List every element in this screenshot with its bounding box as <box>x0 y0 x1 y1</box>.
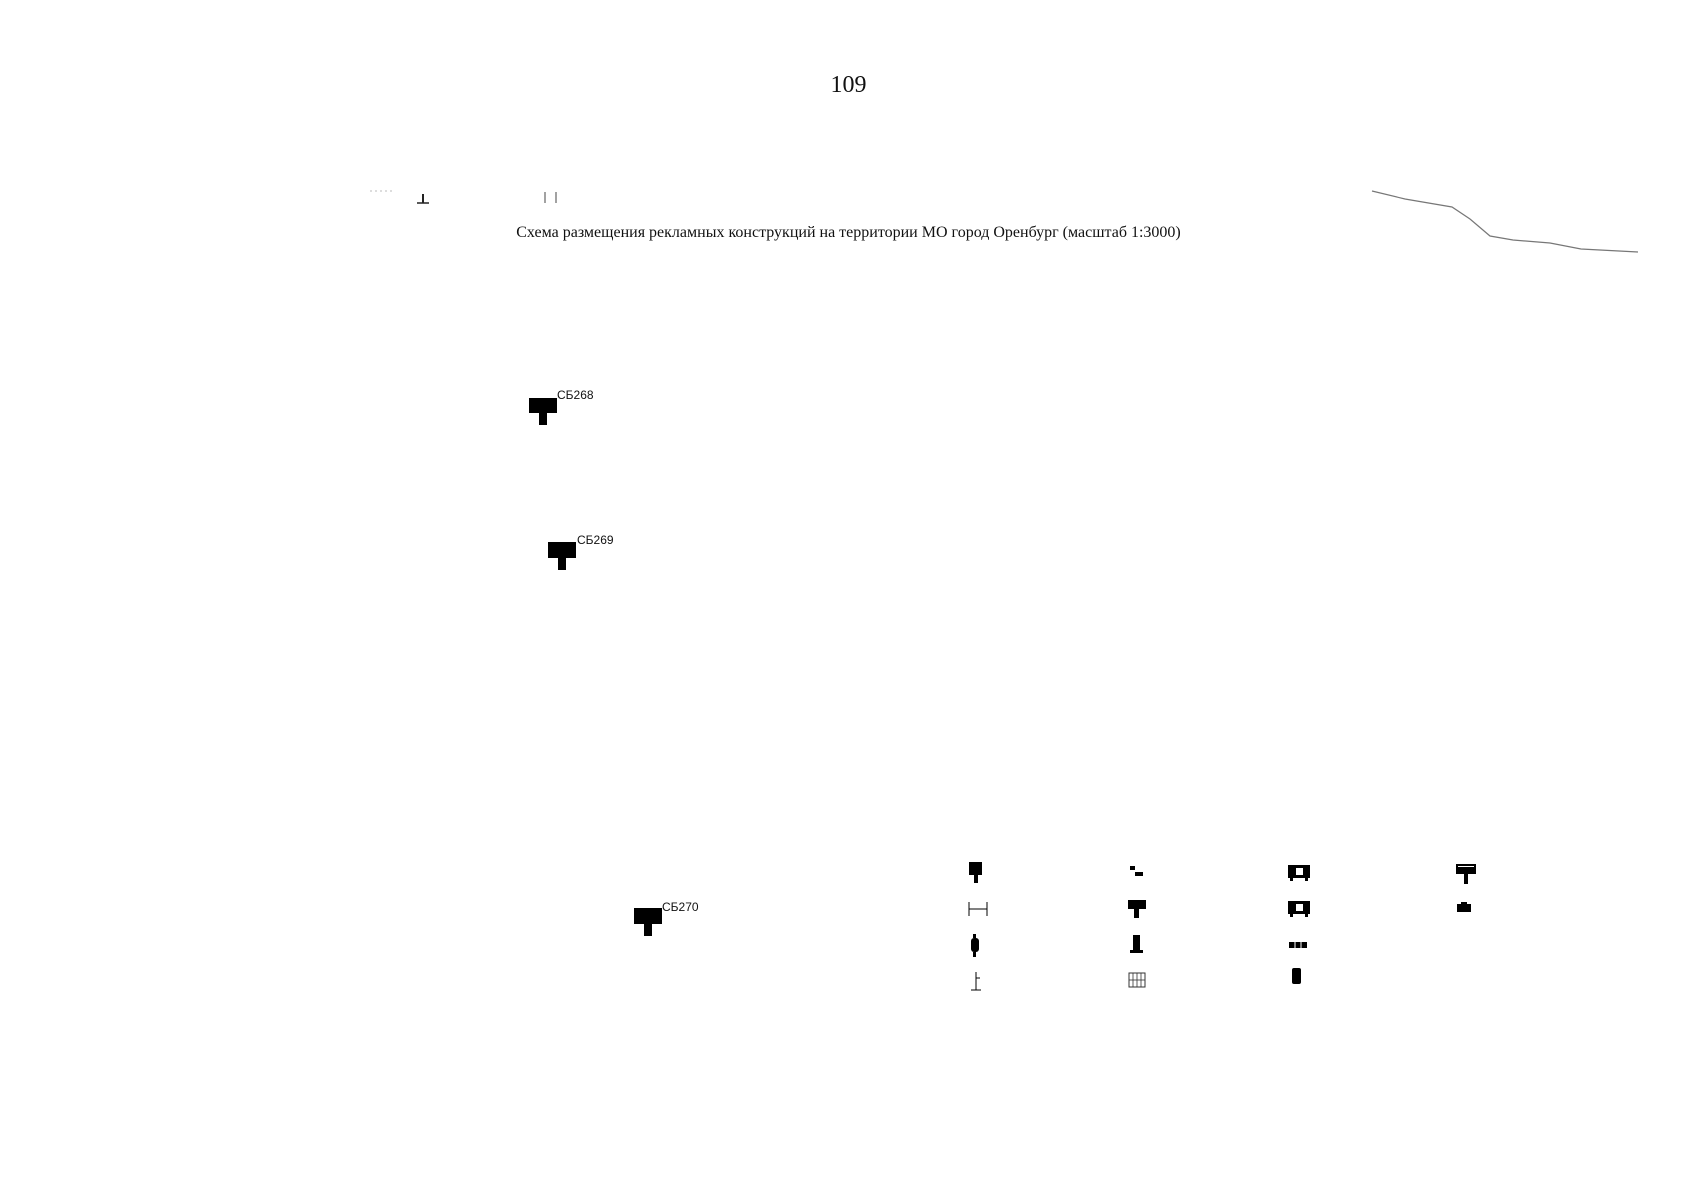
poster-pillar-icon <box>967 970 987 996</box>
billboard-marker-sb269[interactable] <box>548 542 576 570</box>
billboard-marker-sb270[interactable] <box>634 908 662 936</box>
boundary-line <box>1372 191 1638 252</box>
flag-composition-icon <box>1127 862 1147 884</box>
page-number: 109 <box>830 72 867 98</box>
transit-ad-icon <box>1455 898 1475 918</box>
billboard-marker-sb268[interactable] <box>529 398 557 425</box>
map-title: Схема размещения рекламных конструкций на территории МО город Оренбург (масштаб 1:3000) <box>516 224 1181 241</box>
bracket-panel-icon <box>967 934 987 960</box>
city-format-icon <box>1127 970 1149 992</box>
map-legend <box>955 836 1615 1016</box>
site-label-sb268: СБ268 <box>557 388 594 402</box>
site-label-sb269: СБ269 <box>577 533 614 547</box>
roof-installation-icon <box>1287 862 1313 884</box>
information-stand-icon <box>967 898 989 920</box>
site-label-sb270: СБ270 <box>662 900 699 914</box>
non-standard-structure-icon <box>1287 962 1309 988</box>
video-screen-icon <box>1455 862 1479 886</box>
supersite-icon <box>1127 898 1149 920</box>
billboard-icon <box>967 862 987 884</box>
pylon-icon <box>1127 934 1147 956</box>
banner-stretch-icon <box>1287 934 1309 956</box>
digital-display-icon <box>1287 898 1313 920</box>
